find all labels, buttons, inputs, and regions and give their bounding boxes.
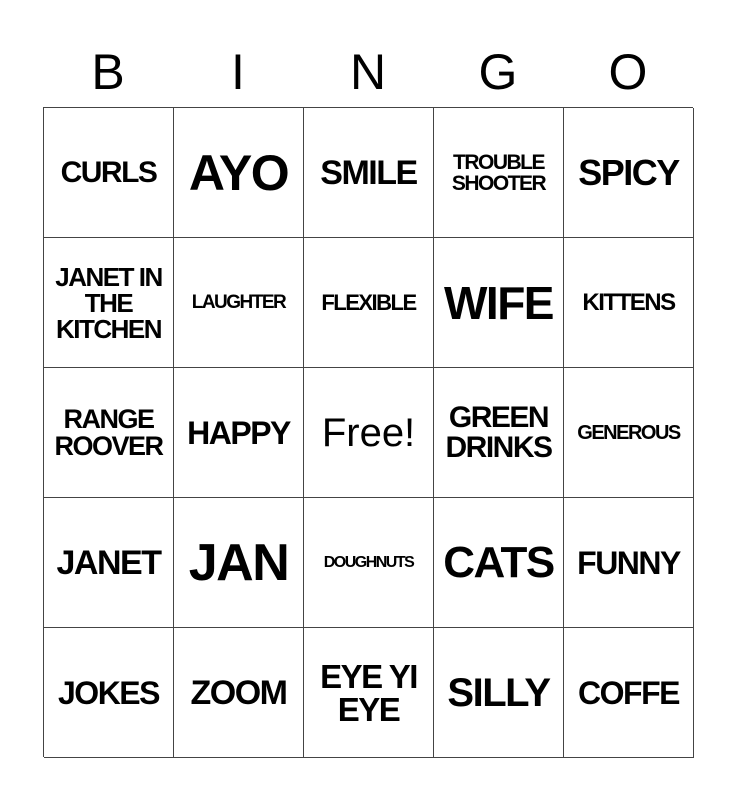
bingo-cell (434, 368, 564, 498)
bingo-cell (304, 628, 434, 758)
cell-text: KITTENS (582, 288, 675, 316)
bingo-cell (434, 628, 564, 758)
cell-text: COFFE (578, 674, 679, 711)
bingo-cell (434, 498, 564, 628)
bingo-cell (174, 368, 304, 498)
cell-text: JANET (56, 543, 161, 582)
cell-text: EYE YI EYE (320, 657, 417, 728)
bingo-cell (564, 238, 694, 368)
cell-text: SILLY (447, 670, 550, 715)
cell-text: GENEROUS (577, 421, 680, 444)
bingo-cell (434, 108, 564, 238)
bingo-cell (304, 498, 434, 628)
header-letter-n: N (349, 44, 387, 100)
cell-text: FLEXIBLE (321, 289, 416, 315)
bingo-cell (44, 368, 174, 498)
cell-text: CATS (443, 537, 554, 587)
cell-text: JANET IN THE KITCHEN (55, 261, 162, 344)
free-space: Free! (321, 410, 416, 455)
cell-text: LAUGHTER (191, 292, 286, 313)
cell-text: HAPPY (187, 414, 290, 451)
bingo-cell (174, 108, 304, 238)
bingo-header (43, 42, 693, 102)
bingo-cell (564, 628, 694, 758)
bingo-cell (44, 238, 174, 368)
bingo-board (43, 107, 693, 757)
cell-text: SMILE (320, 153, 417, 192)
bingo-cell (564, 498, 694, 628)
bingo-cell (174, 498, 304, 628)
cell-text: FUNNY (577, 544, 680, 581)
bingo-cell (44, 498, 174, 628)
bingo-cell (174, 238, 304, 368)
header-letter-b: B (91, 44, 125, 100)
cell-text: WIFE (444, 276, 553, 329)
bingo-cell (44, 628, 174, 758)
bingo-cell (304, 368, 434, 498)
bingo-cell (564, 368, 694, 498)
bingo-cell (434, 238, 564, 368)
bingo-cell (564, 108, 694, 238)
cell-text: CURLS (60, 155, 157, 189)
cell-text: AYO (188, 144, 289, 201)
header-letter-g: G (478, 44, 518, 100)
header-letter-i: I (231, 44, 245, 100)
cell-text: SPICY (578, 151, 679, 193)
bingo-cell (44, 108, 174, 238)
cell-text: TROUBLE SHOOTER (451, 150, 546, 195)
bingo-cell (174, 628, 304, 758)
bingo-cell (304, 238, 434, 368)
cell-text: DOUGHNUTS (323, 553, 414, 571)
cell-text: JAN (188, 533, 289, 592)
cell-text: JOKES (58, 674, 159, 711)
cell-text: RANGE ROOVER (54, 403, 163, 461)
cell-text: GREEN DRINKS (445, 400, 552, 464)
bingo-cell (304, 108, 434, 238)
header-letter-o: O (608, 44, 648, 100)
cell-text: ZOOM (190, 673, 287, 712)
